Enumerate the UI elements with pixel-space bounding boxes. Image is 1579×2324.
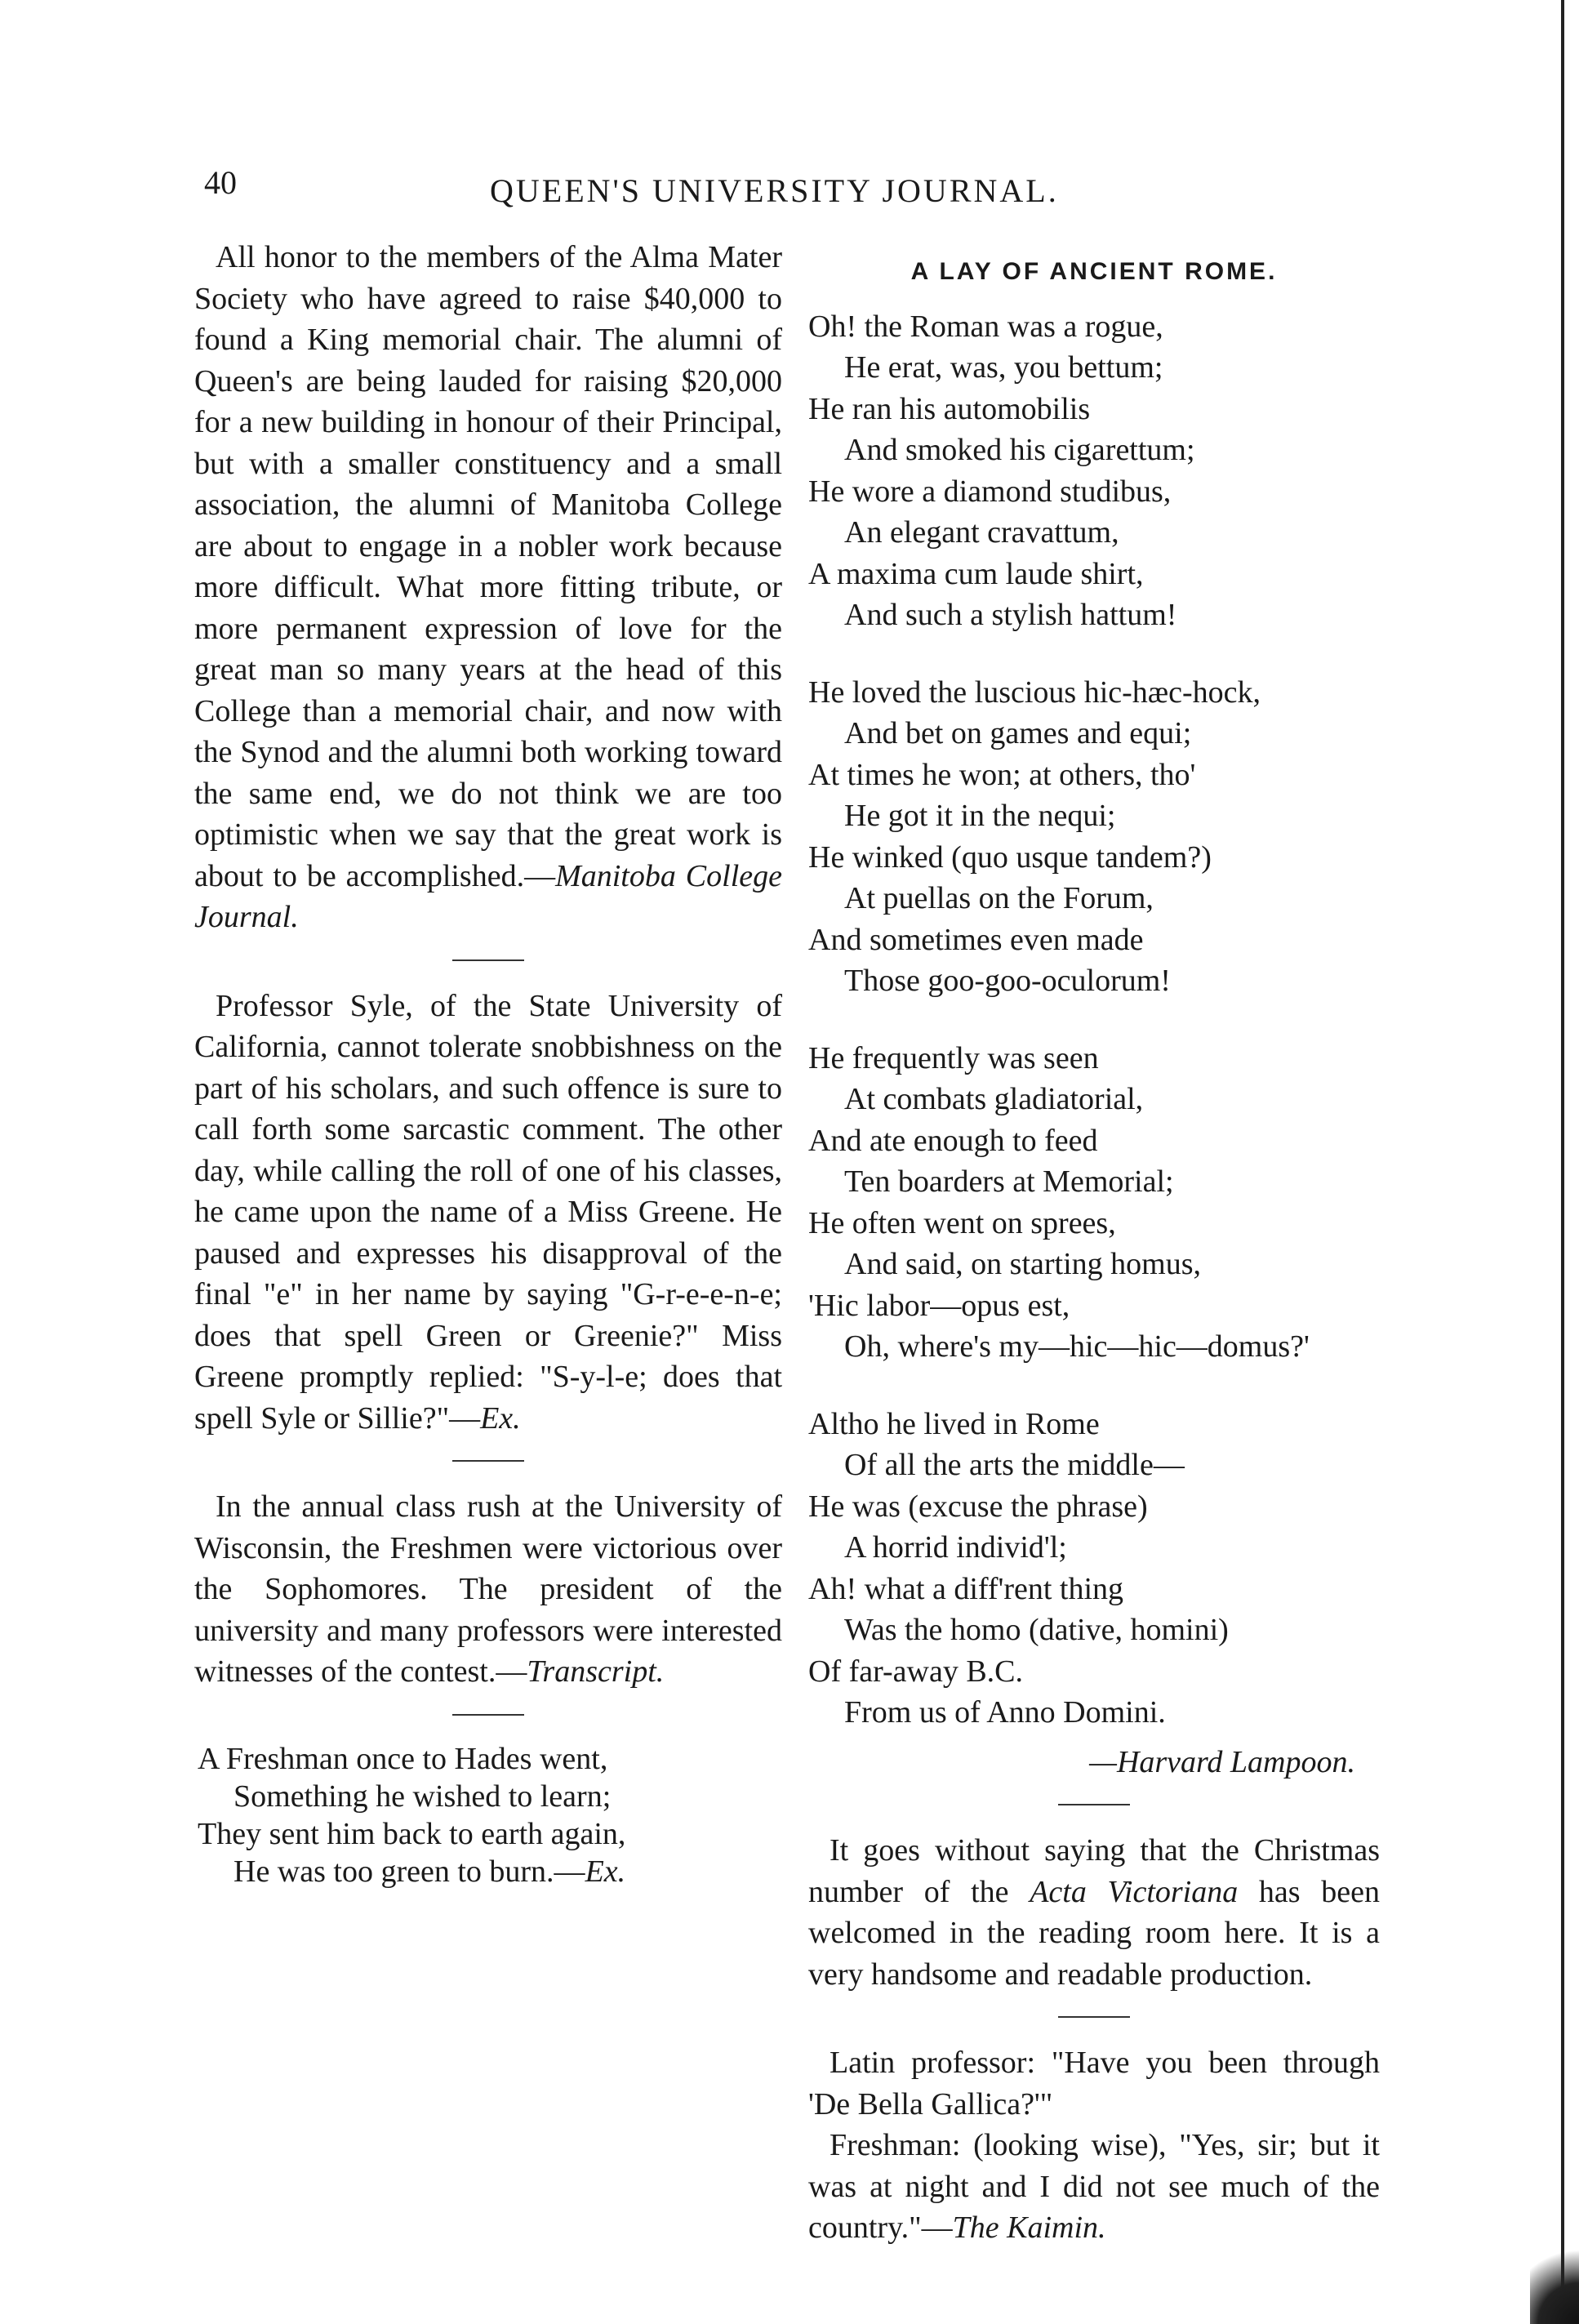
- section-divider: [1058, 2016, 1130, 2018]
- verse-line: He got it in the nequi;: [844, 799, 1116, 833]
- poem-attribution: —Harvard Lampoon.: [1089, 1744, 1355, 1779]
- syle-paragraph: [194, 986, 782, 1440]
- latin-professor-line: Latin professor: "Have you been through 'De Bella Gallica?'": [808, 2046, 1380, 2121]
- acta-text-start: It goes without saying that the Christmas number of the: [808, 1833, 1380, 1909]
- verse-source: Ex.: [585, 1854, 626, 1889]
- scan-edge-line: [1561, 0, 1564, 2324]
- verse-line: Ten boarders at Memorial;: [844, 1164, 1174, 1199]
- section-divider: [452, 1460, 524, 1462]
- verse-line: Something he wished to learn;: [234, 1779, 612, 1814]
- verse-line: He was (excuse the phrase): [808, 1489, 1148, 1524]
- verse-line: Altho he lived in Rome: [808, 1406, 1100, 1441]
- stanza-4: [808, 1404, 1380, 1734]
- wisconsin-source: Transcript.: [527, 1654, 665, 1689]
- alma-mater-paragraph: [194, 237, 782, 938]
- stanza-3: [808, 1038, 1380, 1368]
- verse-line: An elegant cravattum,: [844, 515, 1119, 550]
- stanza-2: [808, 672, 1380, 1002]
- verse-line: Of far-away B.C.: [808, 1654, 1024, 1689]
- running-title: QUEEN'S UNIVERSITY JOURNAL.: [490, 172, 1059, 209]
- acta-text-end: has been welcomed in the reading room here. It is a very handsome and readable production.: [808, 1874, 1381, 1992]
- verse-line: He winked (quo usque tandem?): [808, 839, 1212, 875]
- verse-line: At puellas on the Forum,: [844, 881, 1154, 915]
- wisconsin-text: In the annual class rush at the University of Wisconsin, the Freshmen were victorious over the Sophomores. The president of the university and many professors were interested witnesses of the contest.—: [194, 1489, 782, 1689]
- stanza-1: [808, 306, 1380, 636]
- verse-line: A horrid individ'l;: [844, 1530, 1067, 1565]
- freshman-reply-text: Freshman: (looking wise), "Yes, sir; but it was at night and I did not see much of the country."—: [808, 2128, 1380, 2245]
- syle-text: Professor Syle, of the State University of California, cannot tolerate snobbishness on the part of his scholars, and such offence is sure to call forth some sarcastic comment. The other day, while calling the roll of one of his classes, he came upon the name of a Miss Greene. He paused and expresses his disapproval of the final "e" in her name by saying "G-r-e-e-n-e; does that spell Green or Greenie?" Miss Greene promptly replied: "S-y-l-e; does that spell Syle or Sillie?"—: [194, 988, 782, 1436]
- verse-line: And ate enough to feed: [808, 1123, 1098, 1158]
- verse-line: Those goo-goo-oculorum!: [844, 964, 1171, 998]
- verse-line: He ran his automobilis: [808, 391, 1091, 426]
- verse-line: A maxima cum laude shirt,: [808, 556, 1144, 591]
- verse-line: 'Hic labor—opus est,: [808, 1288, 1070, 1323]
- poem-title: A LAY OF ANCIENT ROME.: [910, 258, 1278, 285]
- verse-line: Of all the arts the middle—: [844, 1448, 1185, 1482]
- page-number: 40: [204, 164, 237, 201]
- verse-line: Oh! the Roman was a rogue,: [808, 309, 1163, 344]
- freshman-reply: [808, 2125, 1380, 2249]
- verse-line: He erat, was, you bettum;: [844, 350, 1163, 385]
- verse-line: From us of Anno Domini.: [844, 1695, 1166, 1730]
- verse-line: Was the homo (dative, homini): [844, 1613, 1229, 1647]
- verse-line: He frequently was seen: [808, 1040, 1099, 1075]
- verse-line: And said, on starting homus,: [844, 1247, 1201, 1281]
- acta-paragraph: [808, 1830, 1380, 1995]
- scan-corner-mark: [1530, 2234, 1579, 2324]
- verse-line: A Freshman once to Hades went,: [198, 1741, 608, 1776]
- section-divider: [452, 1714, 524, 1716]
- verse-line: And such a stylish hattum!: [844, 598, 1177, 632]
- syle-source: Ex.: [480, 1400, 521, 1436]
- verse-line-text: He was too green to burn.—: [234, 1854, 585, 1889]
- verse-line: At combats gladiatorial,: [844, 1082, 1144, 1116]
- verse-line: And bet on games and equi;: [844, 716, 1192, 750]
- wisconsin-paragraph: [194, 1486, 782, 1693]
- verse-line: He loved the luscious hic-hæc-hock,: [808, 674, 1261, 710]
- section-divider: [1058, 1804, 1130, 1805]
- right-column: [808, 237, 1380, 2249]
- verse-line: And smoked his cigarettum;: [844, 433, 1195, 467]
- verse-line: He often went on sprees,: [808, 1205, 1116, 1240]
- verse-line: And sometimes even made: [808, 922, 1144, 957]
- manitoba-source: Manitoba College Journal.: [194, 858, 782, 934]
- verse-line: He wore a diamond studibus,: [808, 474, 1172, 509]
- freshman-verse: [194, 1740, 782, 1890]
- acta-title: Acta Victoriana: [1030, 1874, 1239, 1909]
- verse-line: They sent him back to earth again,: [198, 1816, 626, 1851]
- alma-mater-text: All honor to the members of the Alma Mater Society who have agreed to raise $40,000 to found a King memorial chair. The alumni of Queen's are being lauded for raising $20,000 for a new building in honour of their Principal, but with a smaller constituency and a small association, the alumni of Manitoba College are about to engage in a nobler work because more difficult. What more fitting tribute, or more permanent expression of love for the great man so many years at the head of this College than a memorial chair, and now with the Synod and the alumni both working toward the same end, we do not think we are too optimistic when we say that the great work is about to be accomplished.—: [194, 240, 782, 893]
- verse-line: Ah! what a diff'rent thing: [808, 1571, 1124, 1606]
- kaimin-source: The Kaimin.: [952, 2210, 1106, 2245]
- left-column: [194, 237, 782, 1890]
- verse-line: Oh, where's my—hic—hic—domus?': [844, 1329, 1310, 1364]
- verse-line: At times he won; at others, tho': [808, 757, 1196, 792]
- section-divider: [452, 959, 524, 961]
- verse-line: [198, 1853, 782, 1890]
